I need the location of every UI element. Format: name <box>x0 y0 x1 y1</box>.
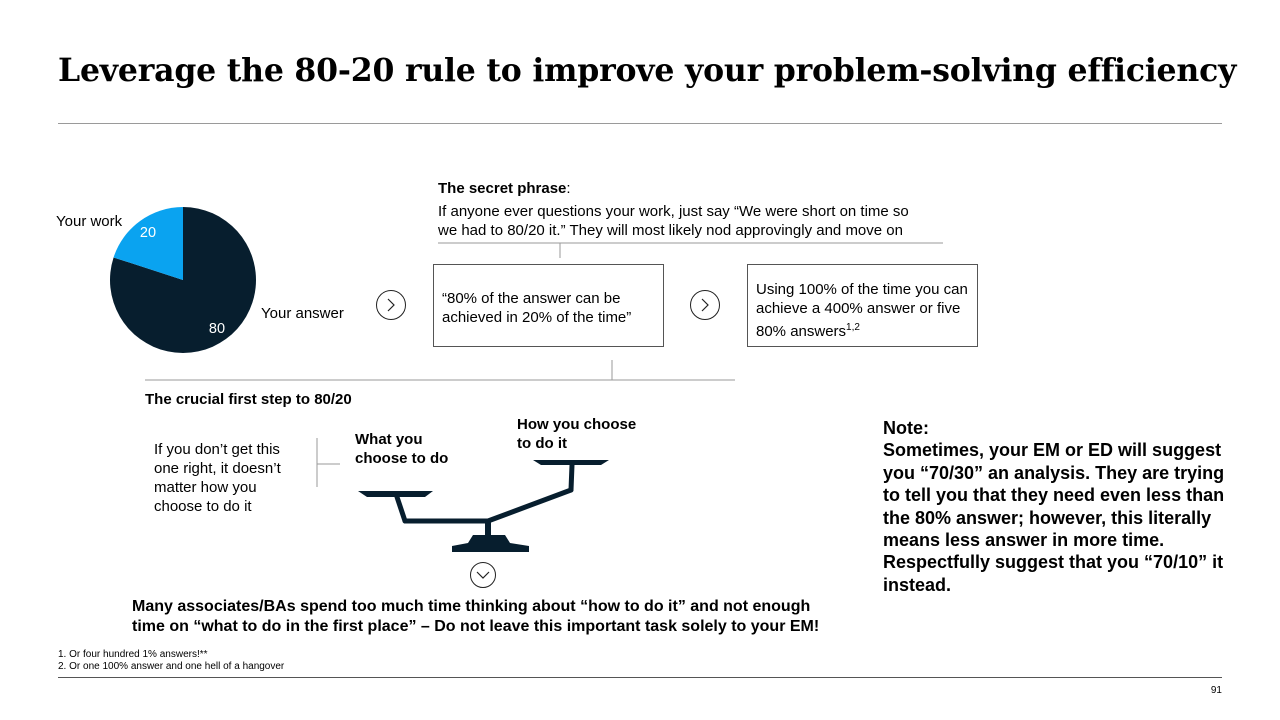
secret-phrase-colon: : <box>566 180 571 197</box>
secret-phrase-line-2: we had to 80/20 it.” They will most likely nod approvingly and move on <box>438 222 903 239</box>
pie-value-your-work: 20 <box>139 225 157 241</box>
crucial-step-explanation: If you don’t get this one right, it doesn’t matter how you choose to do it <box>154 441 281 515</box>
footnote-2: 2. Or one 100% answer and one hell of a hangover <box>58 661 285 672</box>
chevron-right-icon <box>376 290 406 320</box>
answer-box-text: Using 100% of the time you can achieve a 400% answer or five 80% answers <box>756 281 968 340</box>
what-you-choose-label: What you choose to do <box>355 431 449 467</box>
secret-phrase-line-1: If anyone ever questions your work, just say “We were short on time so <box>438 203 909 220</box>
chevron-down-icon <box>470 562 496 588</box>
page-number: 91 <box>1210 685 1222 696</box>
chevron-right-icon <box>690 290 720 320</box>
takeaway-text: Many associates/BAs spend too much time thinking about “how to do it” and not enough time on “what to do in the first place” – Do not leave this important task solely to your EM! <box>132 598 820 635</box>
rule-box-text: “80% of the answer can be achieved in 20% of the time” <box>442 290 632 326</box>
answer-box <box>747 264 978 347</box>
pie-label-your-work: Your work <box>56 213 123 230</box>
balance-scale-icon <box>355 455 615 555</box>
note-text: Sometimes, your EM or ED will suggest you “70/30” an analysis. They are trying to tell you that they need even less than the 80% answer; however, this literally means less answer in more time. Respectfully suggest that you “70/10” it instead. <box>883 440 1225 595</box>
rule-box <box>433 264 664 347</box>
footer-divider <box>58 677 1222 678</box>
how-you-choose-label: How you choose to do it <box>517 416 637 452</box>
pie-label-your-answer: Your answer <box>261 305 344 322</box>
pie-value-your-answer: 80 <box>208 321 226 337</box>
secret-phrase-heading: The secret phrase <box>438 180 567 197</box>
answer-box-footnote-ref: 1,2 <box>846 322 860 333</box>
note-heading: Note: <box>883 418 929 438</box>
note-block <box>883 417 1233 596</box>
page-title: Leverage the 80-20 rule to improve your problem-solving efficiency <box>58 52 1237 89</box>
footnote-1: 1. Or four hundred 1% answers!** <box>58 649 208 660</box>
crucial-step-heading: The crucial first step to 80/20 <box>145 391 352 408</box>
